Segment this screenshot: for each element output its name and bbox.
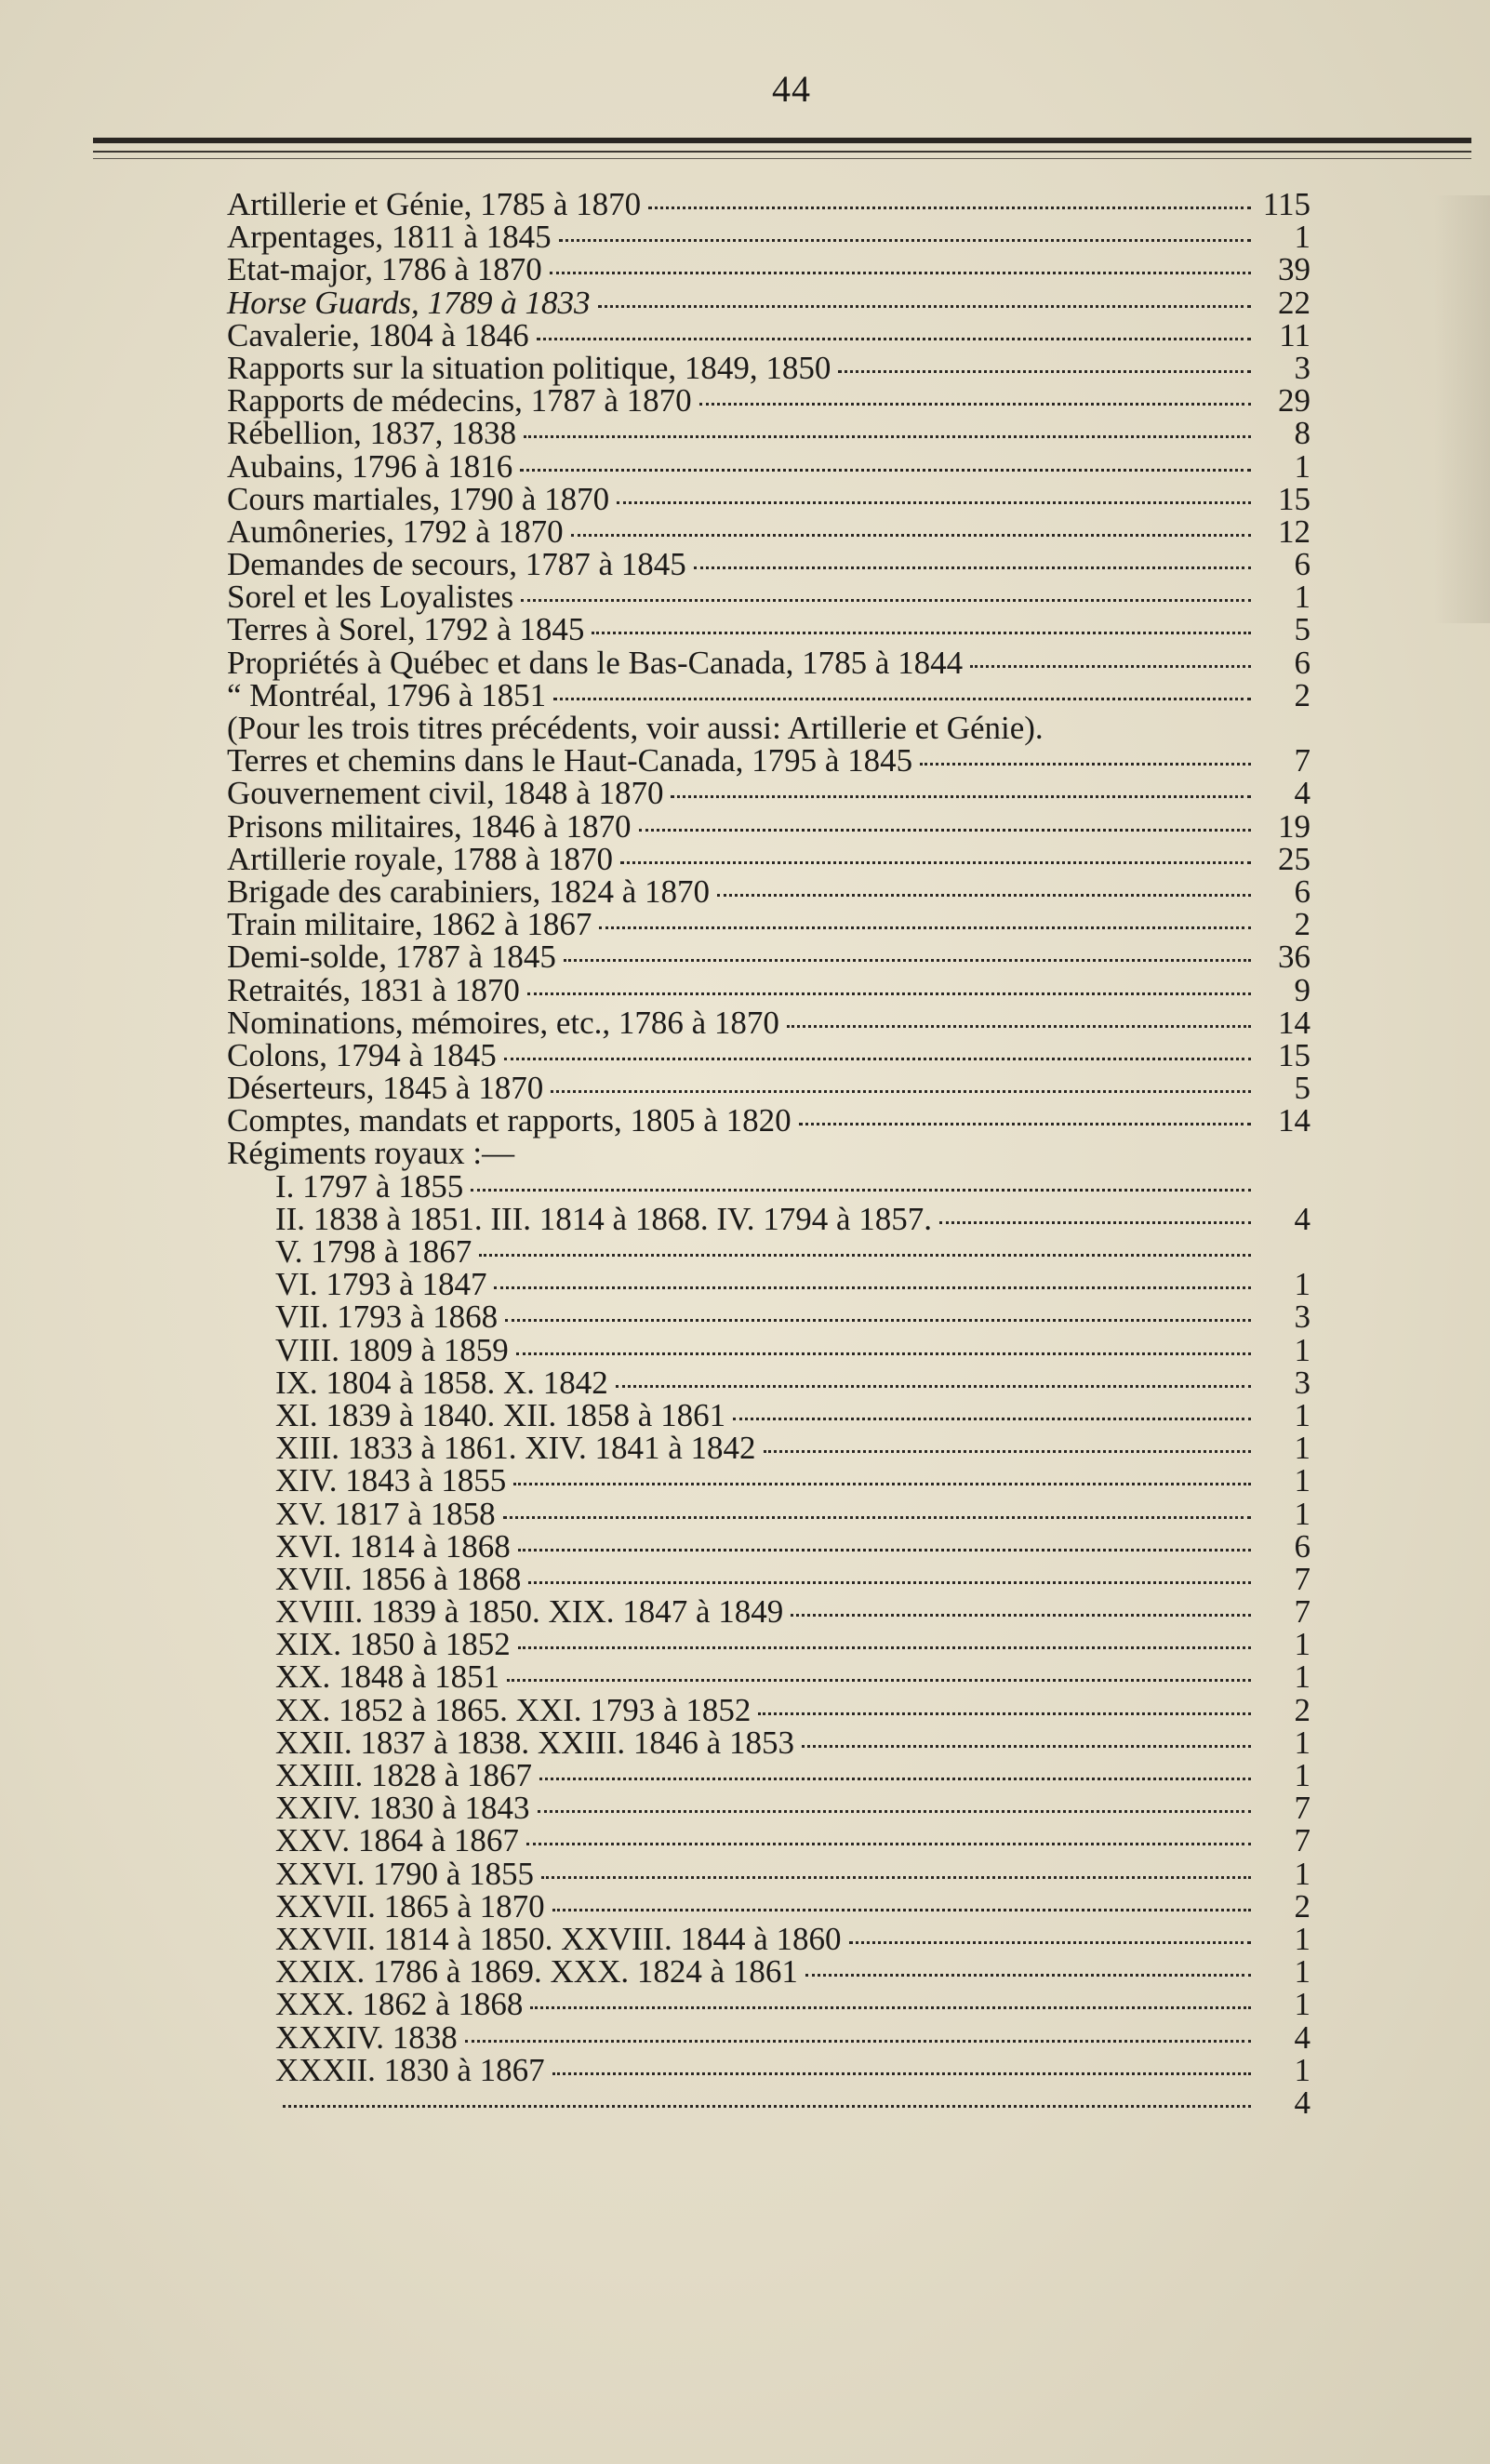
dot-leader (620, 861, 1251, 864)
entry-count: 19 (1278, 807, 1310, 845)
entry-count: 1 (1294, 1331, 1310, 1368)
regiment-entry (227, 1366, 1310, 1399)
entry-count: 15 (1278, 480, 1310, 517)
regiment-entry (227, 1986, 1310, 2023)
entry-count: 2 (1294, 1887, 1310, 1925)
entry-label: XXVII. 1865 à 1870 (275, 1887, 545, 1925)
index-entry (227, 546, 1310, 583)
entry-count: 15 (1278, 1036, 1310, 1073)
bleed-through-shadow (1434, 195, 1490, 623)
dot-leader (733, 1418, 1251, 1420)
index-entry (227, 840, 1310, 877)
entry-label: (Pour les trois titres précédents, voir aussi: Artillerie et Génie). (227, 710, 1044, 746)
regiment-entry (227, 1464, 1310, 1497)
dot-leader (539, 1778, 1251, 1780)
entry-count: 3 (1294, 349, 1310, 386)
index-entry (227, 349, 1310, 386)
index-entry (227, 415, 1310, 452)
dot-leader (599, 926, 1251, 929)
entry-label: XXXIV. 1838 (275, 2018, 458, 2056)
index-entry (227, 316, 1310, 353)
dot-leader (939, 1221, 1251, 1224)
dot-leader (799, 1123, 1251, 1125)
entry-label: Déserteurs, 1845 à 1870 (227, 1070, 544, 1107)
regiment-entry (227, 1396, 1310, 1433)
dot-leader (550, 272, 1251, 274)
entry-label: XXX. 1862 à 1868 (275, 1986, 524, 2023)
regiment-entry (227, 2086, 1310, 2119)
index-entry (227, 744, 1310, 777)
dot-leader (541, 1876, 1251, 1879)
index-entry (227, 906, 1310, 943)
entry-count: 6 (1294, 644, 1310, 681)
entry-count: 2 (1294, 676, 1310, 713)
dot-leader (527, 992, 1251, 995)
dot-leader (598, 305, 1251, 308)
entry-count: 1 (1294, 1626, 1310, 1663)
entry-count: 1 (1294, 1396, 1310, 1433)
entry-count: 1 (1294, 1462, 1310, 1499)
entry-count: 4 (1294, 2084, 1310, 2121)
index-entry (227, 971, 1310, 1008)
dot-leader (758, 1712, 1251, 1715)
regiment-entry (227, 2051, 1310, 2088)
index-entry (227, 1135, 1310, 1172)
dot-leader (528, 1581, 1251, 1584)
regiment-entry (227, 1299, 1310, 1336)
entry-count: 7 (1294, 1822, 1310, 1859)
entry-count: 1 (1294, 1266, 1310, 1303)
index-entry (227, 1104, 1310, 1137)
entry-label: XXVII. 1814 à 1850. XXVIII. 1844 à 1860 (275, 1920, 842, 1957)
dot-leader (494, 1286, 1251, 1289)
dot-leader (513, 1483, 1251, 1485)
dot-leader (787, 1025, 1251, 1028)
index-entry (227, 1006, 1310, 1039)
regiment-entry (227, 1495, 1310, 1532)
entry-label: Retraités, 1831 à 1870 (227, 971, 520, 1008)
entry-label: I. 1797 à 1855 (275, 1167, 464, 1205)
dot-leader (717, 894, 1251, 897)
entry-count: 12 (1278, 513, 1310, 550)
dot-leader (552, 1909, 1251, 1911)
dot-leader (671, 795, 1251, 798)
regiment-entry (227, 1331, 1310, 1368)
entry-label: Propriétés à Québec et dans le Bas-Canada, 1785 à 1844 (227, 644, 964, 681)
regiment-entry (227, 1658, 1310, 1696)
index-entry (227, 382, 1310, 420)
dot-leader (699, 403, 1251, 406)
entry-label: II. 1838 à 1851. III. 1814 à 1868. IV. 1794 à 1857. (275, 1200, 933, 1237)
entry-label: Gouvernement civil, 1848 à 1870 (227, 775, 664, 812)
dot-leader (617, 501, 1251, 504)
dot-leader (564, 959, 1251, 962)
regiment-entry (227, 1200, 1310, 1237)
entry-count: 1 (1294, 1953, 1310, 1991)
entry-label: Aubains, 1796 à 1816 (227, 447, 513, 485)
regiment-entry (227, 1920, 1310, 1957)
entry-label: Brigade des carabiniers, 1824 à 1870 (227, 872, 711, 910)
dot-leader (571, 534, 1251, 537)
regiment-entry (227, 1887, 1310, 1925)
entry-label: VI. 1793 à 1847 (275, 1266, 487, 1303)
regiment-entry (227, 2018, 1310, 2056)
entry-label: Cours martiales, 1790 à 1870 (227, 480, 610, 517)
dot-leader (507, 1679, 1251, 1682)
regiment-entry (227, 1953, 1310, 1991)
regiment-entry (227, 1235, 1310, 1268)
entry-label: Prisons militaires, 1846 à 1870 (227, 807, 632, 845)
entry-count: 1 (1294, 1757, 1310, 1793)
page-number: 44 (772, 68, 811, 110)
dot-leader (551, 1090, 1251, 1093)
index-entry (227, 188, 1310, 220)
entry-count: 1 (1294, 1920, 1310, 1957)
entry-count: 8 (1294, 415, 1310, 452)
index-entry (227, 1070, 1310, 1107)
entry-count: 1 (1294, 1724, 1310, 1761)
entry-label: Régiments royaux :— (227, 1135, 515, 1172)
dot-leader (516, 1352, 1251, 1355)
entry-count: 7 (1294, 1593, 1310, 1631)
index-entry (227, 676, 1310, 713)
regiment-entry (227, 1759, 1310, 1791)
index-entry (227, 775, 1310, 812)
dot-leader (518, 1549, 1251, 1552)
regiment-entry (227, 1593, 1310, 1631)
dot-leader (479, 1254, 1251, 1257)
entry-count: 3 (1294, 1299, 1310, 1336)
entry-count: 14 (1278, 1102, 1310, 1139)
dot-leader (920, 763, 1251, 766)
index-entry (227, 939, 1310, 976)
entry-count: 7 (1294, 1790, 1310, 1827)
entry-label: Artillerie royale, 1788 à 1870 (227, 840, 614, 877)
entry-label: V. 1798 à 1867 (275, 1233, 472, 1270)
entry-label: Rébellion, 1837, 1838 (227, 415, 517, 452)
dot-leader (552, 2072, 1251, 2075)
dot-leader (694, 566, 1251, 569)
dot-leader (849, 1941, 1251, 1944)
regiment-entry (227, 1167, 1310, 1205)
entry-count: 1 (1294, 219, 1310, 256)
entry-count: 7 (1294, 742, 1310, 779)
entry-count: 5 (1294, 611, 1310, 648)
entry-label: XVII. 1856 à 1868 (275, 1560, 522, 1597)
entry-label: XIX. 1850 à 1852 (275, 1626, 511, 1663)
header-rule-hairline (93, 158, 1471, 159)
entry-count: 22 (1278, 284, 1310, 321)
index-entry (227, 253, 1310, 286)
dot-leader (530, 2006, 1251, 2009)
entry-count: 9 (1294, 971, 1310, 1008)
dot-leader (505, 1319, 1251, 1322)
regiment-entry (227, 1527, 1310, 1565)
entry-label: Terres à Sorel, 1792 à 1845 (227, 611, 585, 648)
dot-leader (503, 1516, 1251, 1519)
entry-label: Demi-solde, 1787 à 1845 (227, 939, 556, 976)
dot-leader (518, 1646, 1251, 1649)
dot-leader (524, 435, 1251, 438)
entry-count: 1 (1294, 1855, 1310, 1892)
dot-leader (465, 2040, 1251, 2043)
index-entry (227, 480, 1310, 517)
regiment-entry (227, 1430, 1310, 1467)
dot-leader (559, 239, 1251, 242)
dot-leader (639, 829, 1251, 832)
entry-label: Aumôneries, 1792 à 1870 (227, 513, 564, 550)
dot-leader (970, 665, 1251, 668)
dot-leader (805, 1974, 1251, 1977)
entry-count: 4 (1294, 1200, 1310, 1237)
entry-label: XXV. 1864 à 1867 (275, 1822, 519, 1859)
dot-leader (537, 338, 1251, 340)
entry-count: 1 (1294, 1986, 1310, 2023)
entry-label: Etat-major, 1786 à 1870 (227, 251, 542, 288)
entry-count: 2 (1294, 906, 1310, 943)
entry-count: 115 (1262, 186, 1310, 222)
entry-label: XIII. 1833 à 1861. XIV. 1841 à 1842 (275, 1430, 756, 1467)
entry-count: 25 (1278, 840, 1310, 877)
dot-leader (504, 1058, 1251, 1060)
regiment-entry (227, 1560, 1310, 1597)
entry-count: 36 (1278, 939, 1310, 976)
regiment-entry (227, 1824, 1310, 1857)
index-entry (227, 872, 1310, 910)
entry-label: XXIV. 1830 à 1843 (275, 1790, 530, 1827)
entry-count: 7 (1294, 1560, 1310, 1597)
entry-label: Rapports sur la situation politique, 1849, 1850 (227, 349, 831, 386)
entry-label: XVI. 1814 à 1868 (275, 1527, 511, 1565)
index-entry (227, 712, 1310, 744)
entry-label: Rapports de médecins, 1787 à 1870 (227, 382, 692, 420)
entry-label: Arpentages, 1811 à 1845 (227, 219, 552, 256)
dot-leader (648, 206, 1251, 209)
index-entry (227, 515, 1310, 548)
entry-count: 6 (1294, 872, 1310, 910)
index-entry (227, 646, 1310, 679)
entry-count: 11 (1279, 316, 1310, 353)
entry-count: 2 (1294, 1691, 1310, 1728)
entry-count: 3 (1294, 1364, 1310, 1401)
index-entry (227, 579, 1310, 616)
entry-count: 1 (1294, 1430, 1310, 1467)
dot-leader (802, 1745, 1251, 1748)
entry-count: 4 (1294, 775, 1310, 812)
dot-leader (592, 632, 1251, 634)
entry-label: Cavalerie, 1804 à 1846 (227, 316, 529, 353)
index-entries (227, 188, 1310, 2119)
entry-label: VIII. 1809 à 1859 (275, 1331, 509, 1368)
entry-label: XXVI. 1790 à 1855 (275, 1855, 535, 1892)
dot-leader (520, 469, 1251, 472)
entry-count: 4 (1294, 2018, 1310, 2056)
entry-count: 1 (1294, 1495, 1310, 1532)
entry-count: 1 (1294, 447, 1310, 485)
entry-label: Terres et chemins dans le Haut-Canada, 1795 à 1845 (227, 742, 913, 779)
header-rule-thick (93, 138, 1471, 143)
entry-label: IX. 1804 à 1858. X. 1842 (275, 1364, 608, 1401)
index-entry (227, 219, 1310, 256)
entry-label: Sorel et les Loyalistes (227, 579, 514, 616)
dot-leader (526, 1843, 1251, 1845)
dot-leader (471, 1189, 1251, 1192)
dot-leader (283, 2105, 1251, 2108)
entry-count: 14 (1278, 1004, 1310, 1041)
entry-count: 1 (1294, 1658, 1310, 1696)
dot-leader (521, 599, 1251, 602)
entry-count: 39 (1278, 251, 1310, 288)
entry-label: XXIII. 1828 à 1867 (275, 1757, 533, 1793)
index-entry (227, 613, 1310, 646)
entry-label: Train militaire, 1862 à 1867 (227, 906, 592, 943)
entry-label: VII. 1793 à 1868 (275, 1299, 499, 1336)
entry-label: XXII. 1837 à 1838. XXIII. 1846 à 1853 (275, 1724, 794, 1761)
index-entry (227, 807, 1310, 845)
entry-label: XVIII. 1839 à 1850. XIX. 1847 à 1849 (275, 1593, 784, 1631)
entry-label: XX. 1852 à 1865. XXI. 1793 à 1852 (275, 1691, 752, 1728)
entry-label: XX. 1848 à 1851 (275, 1658, 500, 1696)
regiment-entry (227, 1726, 1310, 1759)
entry-count: 6 (1294, 546, 1310, 583)
entry-label: XIV. 1843 à 1855 (275, 1462, 507, 1499)
entry-count: 1 (1294, 579, 1310, 616)
index-entry (227, 1036, 1310, 1073)
entry-count: 1 (1294, 2051, 1310, 2088)
entry-label: XV. 1817 à 1858 (275, 1495, 496, 1532)
entry-label: “ Montréal, 1796 à 1851 (227, 676, 547, 713)
entry-label: XXIX. 1786 à 1869. XXX. 1824 à 1861 (275, 1953, 798, 1991)
dot-leader (791, 1614, 1251, 1617)
entry-label: Nominations, mémoires, etc., 1786 à 1870 (227, 1004, 779, 1041)
entry-count: 5 (1294, 1070, 1310, 1107)
regiment-entry (227, 1266, 1310, 1303)
entry-label: Horse Guards, 1789 à 1833 (227, 284, 591, 321)
index-entry (227, 447, 1310, 485)
regiment-entry (227, 1691, 1310, 1728)
entry-label: Demandes de secours, 1787 à 1845 (227, 546, 686, 583)
entry-count: 6 (1294, 1527, 1310, 1565)
entry-label: Artillerie et Génie, 1785 à 1870 (227, 186, 642, 222)
dot-leader (838, 370, 1251, 373)
entry-label: XI. 1839 à 1840. XII. 1858 à 1861 (275, 1396, 726, 1433)
dot-leader (616, 1385, 1251, 1388)
header-rule-thin (93, 151, 1471, 153)
entry-count: 29 (1278, 382, 1310, 420)
regiment-entry (227, 1855, 1310, 1892)
regiment-entry (227, 1626, 1310, 1663)
entry-label: XXXII. 1830 à 1867 (275, 2051, 545, 2088)
index-entry (227, 286, 1310, 319)
entry-label: Comptes, mandats et rapports, 1805 à 1820 (227, 1102, 792, 1139)
dot-leader (553, 698, 1251, 700)
regiment-entry (227, 1790, 1310, 1827)
dot-leader (764, 1450, 1251, 1453)
entry-label: Colons, 1794 à 1845 (227, 1036, 497, 1073)
dot-leader (538, 1810, 1251, 1813)
